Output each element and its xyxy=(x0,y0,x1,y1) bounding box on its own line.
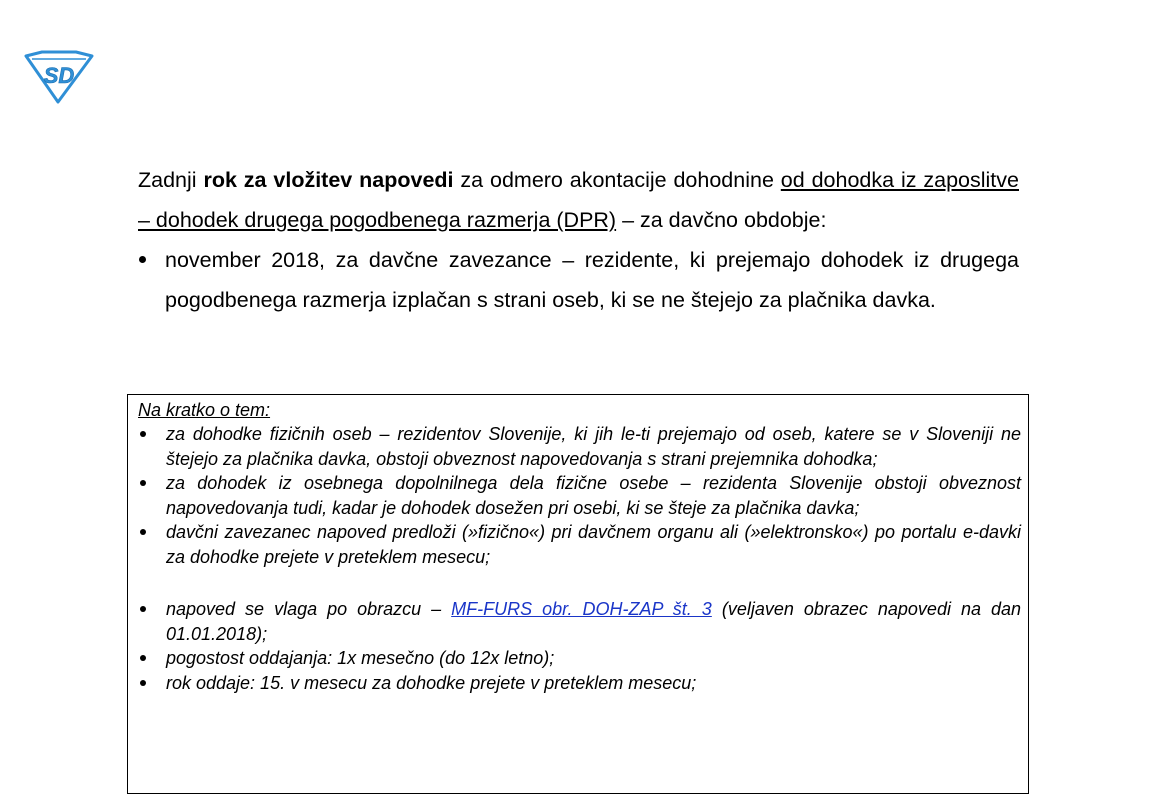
intro-text-2: za odmero akontacije dohodnine xyxy=(453,168,781,192)
intro-paragraph xyxy=(138,160,1019,240)
intro-bold-deadline: rok za vložitev napovedi xyxy=(203,168,454,192)
form-text-before: napoved se vlaga po obrazcu – xyxy=(166,599,452,619)
summary-item: pogostost oddajanja: 1x mesečno (do 12x letno); xyxy=(138,646,1021,671)
summary-item: za dohodek iz osebnega dopolnilnega dela fizične osebe – rezidenta Slovenije obstoji obveznost napovedovanja tudi, kadar je dohodek dosežen pri osebi, ki se šteje za plačnika davka; xyxy=(138,471,1021,520)
logo-text: SD xyxy=(43,63,75,88)
summary-item: davčni zavezanec napoved predloži (»fizično«) pri davčnem organu ali (»elektronsko«) po portalu e-davki za dohodke prejete v preteklem mesecu; xyxy=(138,520,1021,569)
summary-list xyxy=(138,422,1021,695)
form-link[interactable]: MF-FURS obr. DOH-ZAP št. 3 xyxy=(451,599,712,619)
intro-text-1: Zadnji xyxy=(138,168,204,192)
summary-title: Na kratko o tem: xyxy=(138,400,271,420)
intro-underlined-income: od dohodka iz zaposlitve – dohodek drugega pogodbenega razmerja (DPR) xyxy=(138,168,1019,232)
intro-text-3: – za davčno obdobje: xyxy=(616,208,827,232)
form-text-after: (veljaven obrazec napovedi na dan 01.01.2018); xyxy=(166,599,1021,644)
summary-box xyxy=(127,394,1029,794)
summary-item-form xyxy=(138,597,1021,646)
sd-logo xyxy=(22,50,96,104)
summary-item: rok oddaje: 15. v mesecu za dohodke prejete v preteklem mesecu; xyxy=(138,671,1021,696)
summary-item: za dohodke fizičnih oseb – rezidentov Slovenije, ki jih le-ti prejemajo od oseb, katere se v Sloveniji ne štejejo za plačnika davka, obstoji obveznost napovedovanja s strani prejemnika dohodka; xyxy=(138,422,1021,471)
period-list xyxy=(138,240,1019,320)
period-item: november 2018, za davčne zavezance – rezidente, ki prejemajo dohodek iz drugega pogodbenega razmerja izplačan s strani oseb, ki se ne štejejo za plačnika davka. xyxy=(138,240,1019,320)
sd-shield-logo-icon xyxy=(22,50,96,104)
